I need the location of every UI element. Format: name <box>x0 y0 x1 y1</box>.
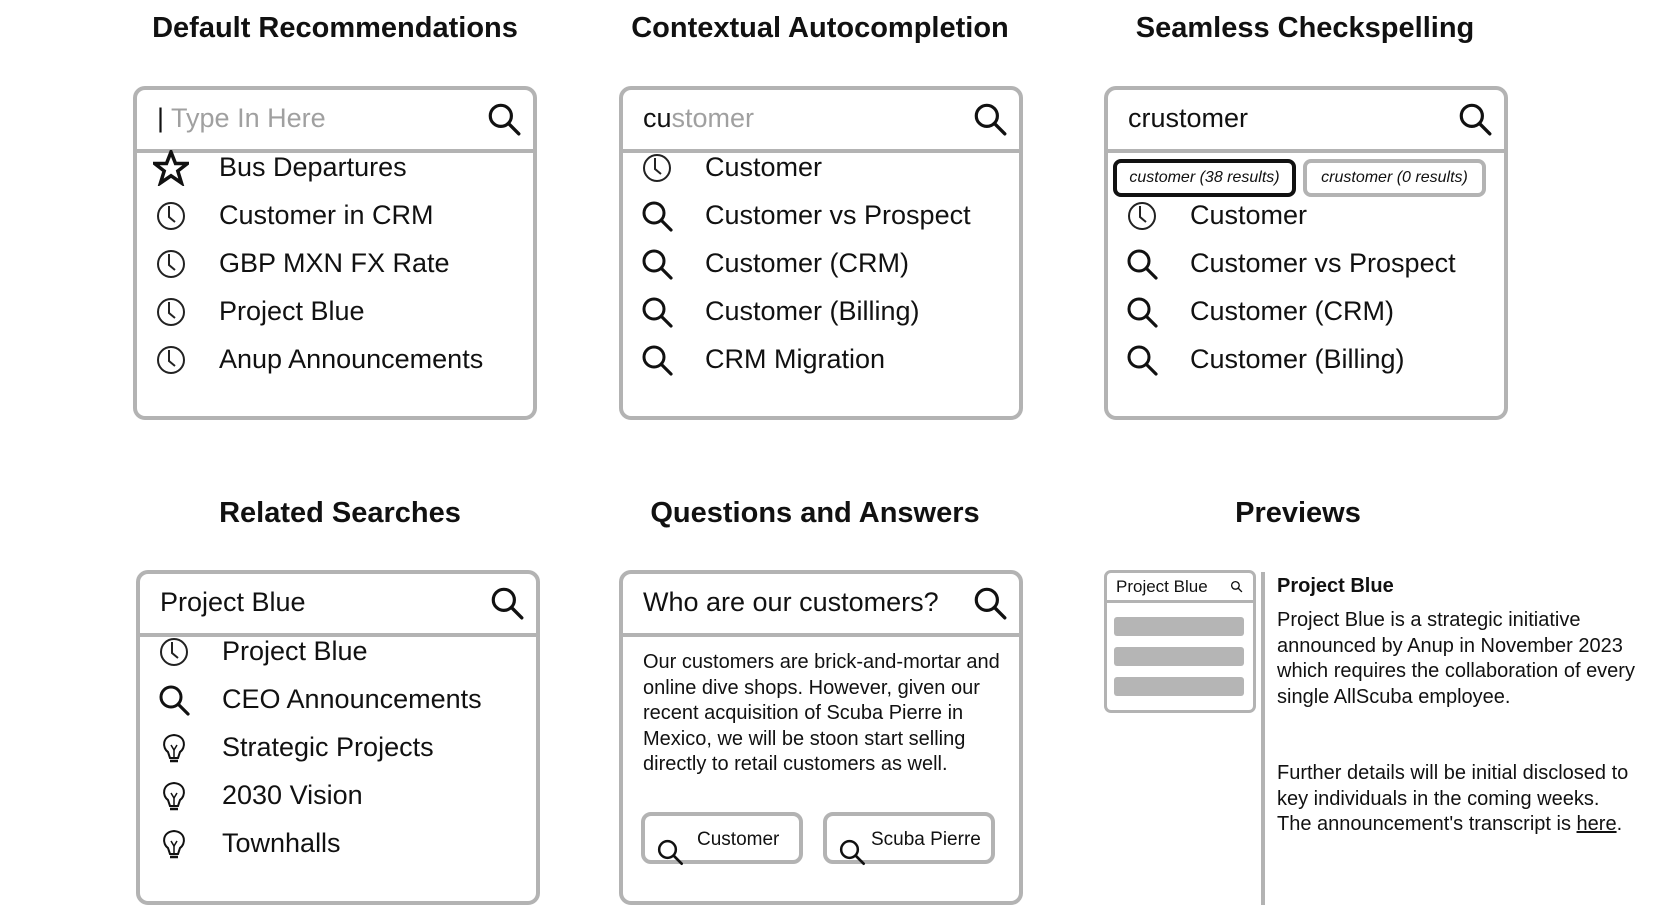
title-previews: Previews <box>1235 497 1361 529</box>
search-input[interactable]: Project Blue <box>160 587 306 617</box>
list-item-label: CEO Announcements <box>222 684 482 714</box>
list-item-label: Customer <box>1190 200 1308 230</box>
list-item[interactable] <box>140 822 536 866</box>
search-bar[interactable] <box>1108 90 1504 153</box>
list-item[interactable] <box>623 242 1019 286</box>
clock-icon <box>639 150 675 186</box>
text-cursor: | <box>157 103 165 133</box>
search-bar[interactable] <box>140 574 536 637</box>
mini-search-input[interactable]: Project Blue <box>1116 577 1208 596</box>
search-icon[interactable] <box>1456 100 1494 138</box>
list-item-label: Project Blue <box>222 636 368 666</box>
search-icon[interactable] <box>971 584 1009 622</box>
clock-icon <box>153 198 189 234</box>
clock-icon <box>153 294 189 330</box>
clock-icon <box>153 342 189 378</box>
list-item[interactable] <box>140 774 536 818</box>
list-item[interactable] <box>137 194 533 238</box>
search-icon <box>1124 342 1160 378</box>
search-icon <box>639 294 675 330</box>
spelling-suggestion-chip-selected[interactable]: customer (38 results) <box>1113 159 1296 197</box>
spelling-original-chip[interactable]: crustomer (0 results) <box>1303 159 1486 197</box>
related-search-customer-button[interactable] <box>641 812 803 864</box>
list-item[interactable] <box>140 726 536 770</box>
title-contextual-autocompletion: Contextual Autocompletion <box>631 12 1009 44</box>
list-item[interactable] <box>137 338 533 382</box>
search-placeholder: Type In Here <box>171 103 326 133</box>
search-icon <box>1124 246 1160 282</box>
questions-and-answers-panel <box>619 570 1023 905</box>
list-item[interactable] <box>137 290 533 334</box>
list-item-label: Customer in CRM <box>219 200 434 230</box>
star-icon <box>153 150 189 186</box>
list-item-label: Customer (CRM) <box>705 248 910 278</box>
title-seamless-checkspelling: Seamless Checkspelling <box>1135 12 1475 44</box>
list-item-label: Customer (CRM) <box>1190 296 1395 326</box>
search-icon <box>156 682 192 718</box>
search-bar[interactable] <box>137 90 533 153</box>
clock-icon <box>156 634 192 670</box>
list-item-label: Anup Announcements <box>219 344 484 374</box>
search-input[interactable]: Who are our customers? <box>643 587 939 617</box>
list-item-label: Customer vs Prospect <box>1190 248 1456 278</box>
preview-text: . <box>1616 813 1623 835</box>
list-item-label: Customer vs Prospect <box>705 200 971 230</box>
autocomplete-suggestion: stomer <box>671 103 755 133</box>
list-item[interactable] <box>623 338 1019 382</box>
preview-text: Further details will be initial disclosed to key individuals in the coming weeks. The announcement's transcript is <box>1277 762 1629 835</box>
contextual-autocompletion-panel <box>619 86 1023 420</box>
lightbulb-icon <box>156 730 192 766</box>
list-item[interactable] <box>623 194 1019 238</box>
list-item[interactable] <box>140 678 536 722</box>
list-item[interactable] <box>623 290 1019 334</box>
skeleton-result <box>1114 677 1244 696</box>
list-item-label: Strategic Projects <box>222 732 434 762</box>
lightbulb-icon <box>156 826 192 862</box>
search-icon[interactable] <box>488 584 526 622</box>
search-input[interactable] <box>157 103 326 134</box>
title-related-searches: Related Searches <box>219 497 461 529</box>
skeleton-result <box>1114 647 1244 666</box>
preview-paragraph-1: Project Blue is a strategic initiative announced by Anup in November 2023 which requires the collaboration of every single AllScuba employee. <box>1277 609 1635 708</box>
typed-text: cu <box>643 103 672 133</box>
list-item-label: Customer <box>705 152 823 182</box>
mini-search-bar[interactable] <box>1107 573 1253 603</box>
list-item-label: Townhalls <box>222 828 341 858</box>
button-label: Scuba Pierre <box>871 829 981 850</box>
related-searches-panel <box>136 570 540 905</box>
list-item-label: Project Blue <box>219 296 365 326</box>
list-item[interactable] <box>623 146 1019 190</box>
transcript-link[interactable]: here <box>1576 813 1617 835</box>
list-item-label: Bus Departures <box>219 152 407 182</box>
search-icon[interactable] <box>485 100 523 138</box>
search-icon <box>1230 580 1243 593</box>
list-item-label: Customer (Billing) <box>705 296 920 326</box>
list-item[interactable] <box>1108 242 1504 286</box>
answer-text: Our customers are brick-and-mortar and online dive shops. However, given our recent acquisition of Scuba Pierre in Mexico, we will be stoon start selling directly to retail customers as well. <box>643 651 1000 775</box>
title-default-recommendations: Default Recommendations <box>152 12 518 44</box>
list-item-label: 2030 Vision <box>222 780 363 810</box>
search-icon[interactable] <box>971 100 1009 138</box>
list-item[interactable] <box>1108 338 1504 382</box>
preview-paragraph-2 <box>1277 761 1637 838</box>
preview-divider <box>1261 572 1265 905</box>
button-label: Customer <box>697 829 780 850</box>
list-item-label: CRM Migration <box>705 344 886 374</box>
search-bar[interactable] <box>623 574 1019 637</box>
clock-icon <box>1124 198 1160 234</box>
list-item[interactable] <box>1108 290 1504 334</box>
search-icon <box>639 198 675 234</box>
seamless-checkspelling-panel <box>1104 86 1508 420</box>
list-item[interactable] <box>137 146 533 190</box>
search-icon <box>639 246 675 282</box>
search-input[interactable] <box>643 103 754 134</box>
default-recommendations-panel <box>133 86 537 420</box>
preview-mini-search <box>1104 570 1256 713</box>
search-bar[interactable] <box>623 90 1019 153</box>
list-item-label: GBP MXN FX Rate <box>219 248 450 278</box>
preview-title: Project Blue <box>1277 575 1394 597</box>
title-questions-and-answers: Questions and Answers <box>650 497 980 529</box>
list-item[interactable] <box>137 242 533 286</box>
list-item[interactable] <box>140 630 536 674</box>
skeleton-result <box>1114 617 1244 636</box>
list-item[interactable] <box>1108 194 1504 238</box>
lightbulb-icon <box>156 778 192 814</box>
list-item-label: Customer (Billing) <box>1190 344 1405 374</box>
related-search-scuba-pierre-button[interactable] <box>823 812 995 864</box>
search-icon <box>1124 294 1160 330</box>
search-icon <box>639 342 675 378</box>
clock-icon <box>153 246 189 282</box>
search-input[interactable]: crustomer <box>1128 103 1249 133</box>
